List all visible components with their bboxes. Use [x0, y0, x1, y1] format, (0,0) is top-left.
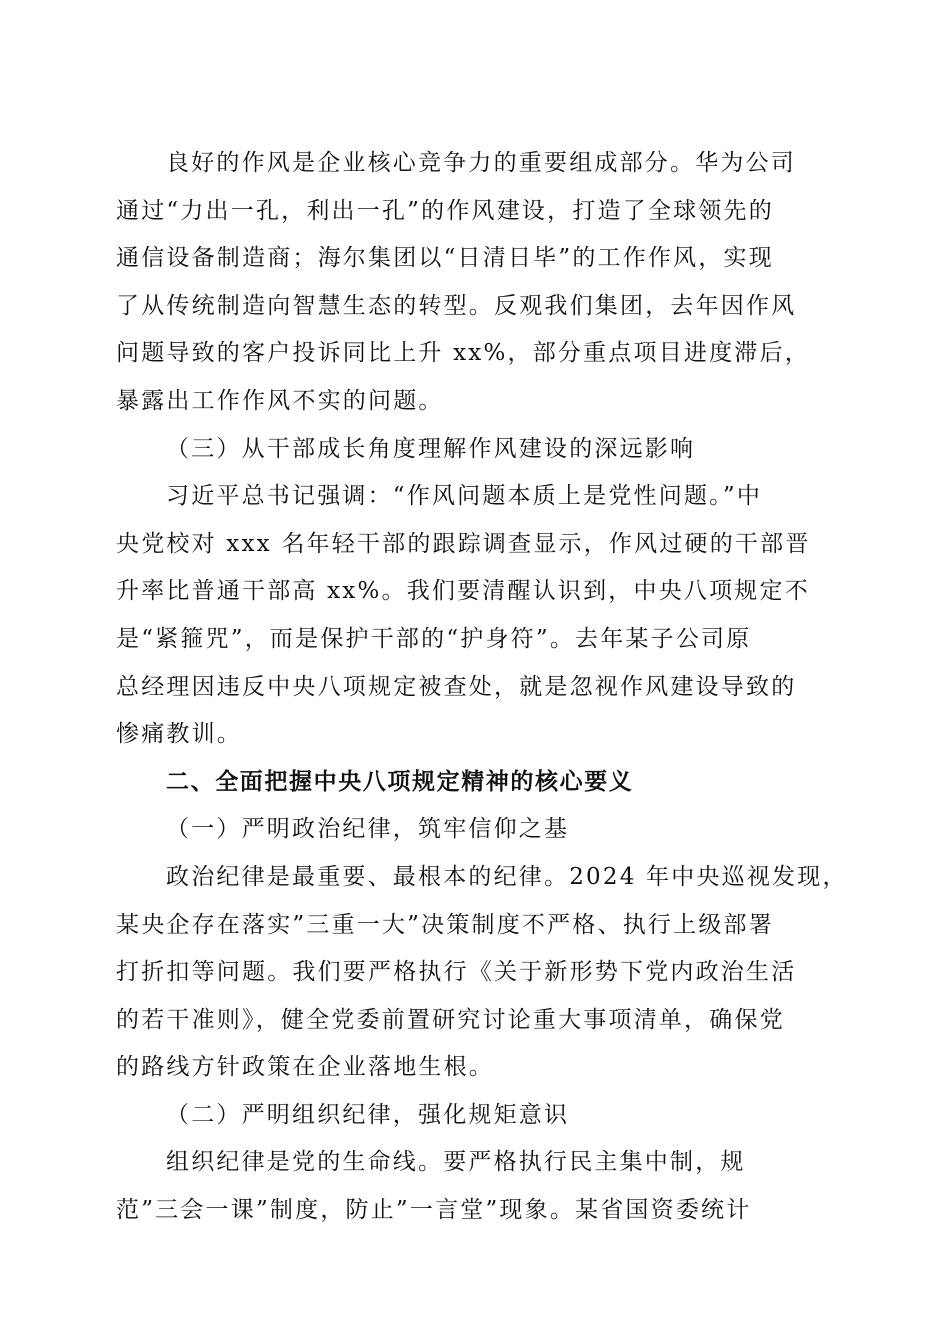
subheading-organizational-discipline: （二）严明组织纪律，强化规矩意识 — [166, 1101, 570, 1128]
subheading-cadre-growth: （三）从干部成长角度理解作风建设的深远影响 — [166, 435, 696, 462]
text-line: 良好的作风是企业核心竞争力的重要组成部分。华为公司 — [166, 150, 796, 176]
text-line: 是“紧箍咒”，而是保护干部的“护身符”。去年某子公司原 — [116, 625, 752, 652]
document-page — [116, 140, 848, 1235]
text-line: 通过“力出一孔，利出一孔”的作风建设，打造了全球领先的 — [116, 197, 774, 224]
text-line: 惨痛教训。 — [116, 721, 242, 748]
paragraph-organizational-discipline — [116, 1139, 836, 1234]
text-line: 问题导致的客户投诉同比上升 xx%，部分重点项目进度滞后， — [116, 340, 810, 367]
text-line: 打折扣等问题。我们要严格执行《关于新形势下党内政治生活 — [116, 959, 797, 986]
text-line: 央党校对 xxx 名年轻干部的跟踪调查显示，作风过硬的干部晋 — [116, 530, 811, 557]
text-line: 的路线方针政策在企业落地生根。 — [116, 1054, 494, 1081]
text-line: 的若干准则》，健全党委前置研究讨论重大事项清单，确保党 — [116, 1006, 785, 1033]
text-line: 政治纪律是最重要、最根本的纪律。2024 年中央巡视发现， — [166, 863, 848, 890]
text-line: 升率比普通干部高 xx%。我们要清醒认识到，中央八项规定不 — [116, 578, 810, 605]
text-line: 了从传统制造向智慧生态的转型。反观我们集团，去年因作风 — [116, 292, 797, 319]
text-line: 总经理因违反中央八项规定被查处，就是忽视作风建设导致的 — [116, 673, 797, 700]
section-heading-core-requirements: 二、全面把握中央八项规定精神的核心要义 — [166, 768, 634, 795]
paragraph-political-discipline — [116, 854, 848, 1092]
text-line: 范”三会一课”制度，防止”一言堂”现象。某省国资委统计 — [116, 1197, 752, 1224]
paragraph-cadre-growth — [116, 473, 836, 759]
paragraph-corporate-style — [116, 140, 836, 426]
text-line: 习近平总书记强调：“作风问题本质上是党性问题。”中 — [166, 483, 763, 510]
text-line: 组织纪律是党的生命线。要严格执行民主集中制，规 — [166, 1149, 746, 1176]
text-line: 某央企存在落实”三重一大”决策制度不严格、执行上级部署 — [116, 911, 774, 938]
subheading-political-discipline: （一）严明政治纪律，筑牢信仰之基 — [166, 816, 570, 843]
text-line: 通信设备制造商；海尔集团以“日清日毕”的工作作风，实现 — [116, 245, 774, 272]
text-line: 暴露出工作作风不实的问题。 — [116, 387, 444, 414]
